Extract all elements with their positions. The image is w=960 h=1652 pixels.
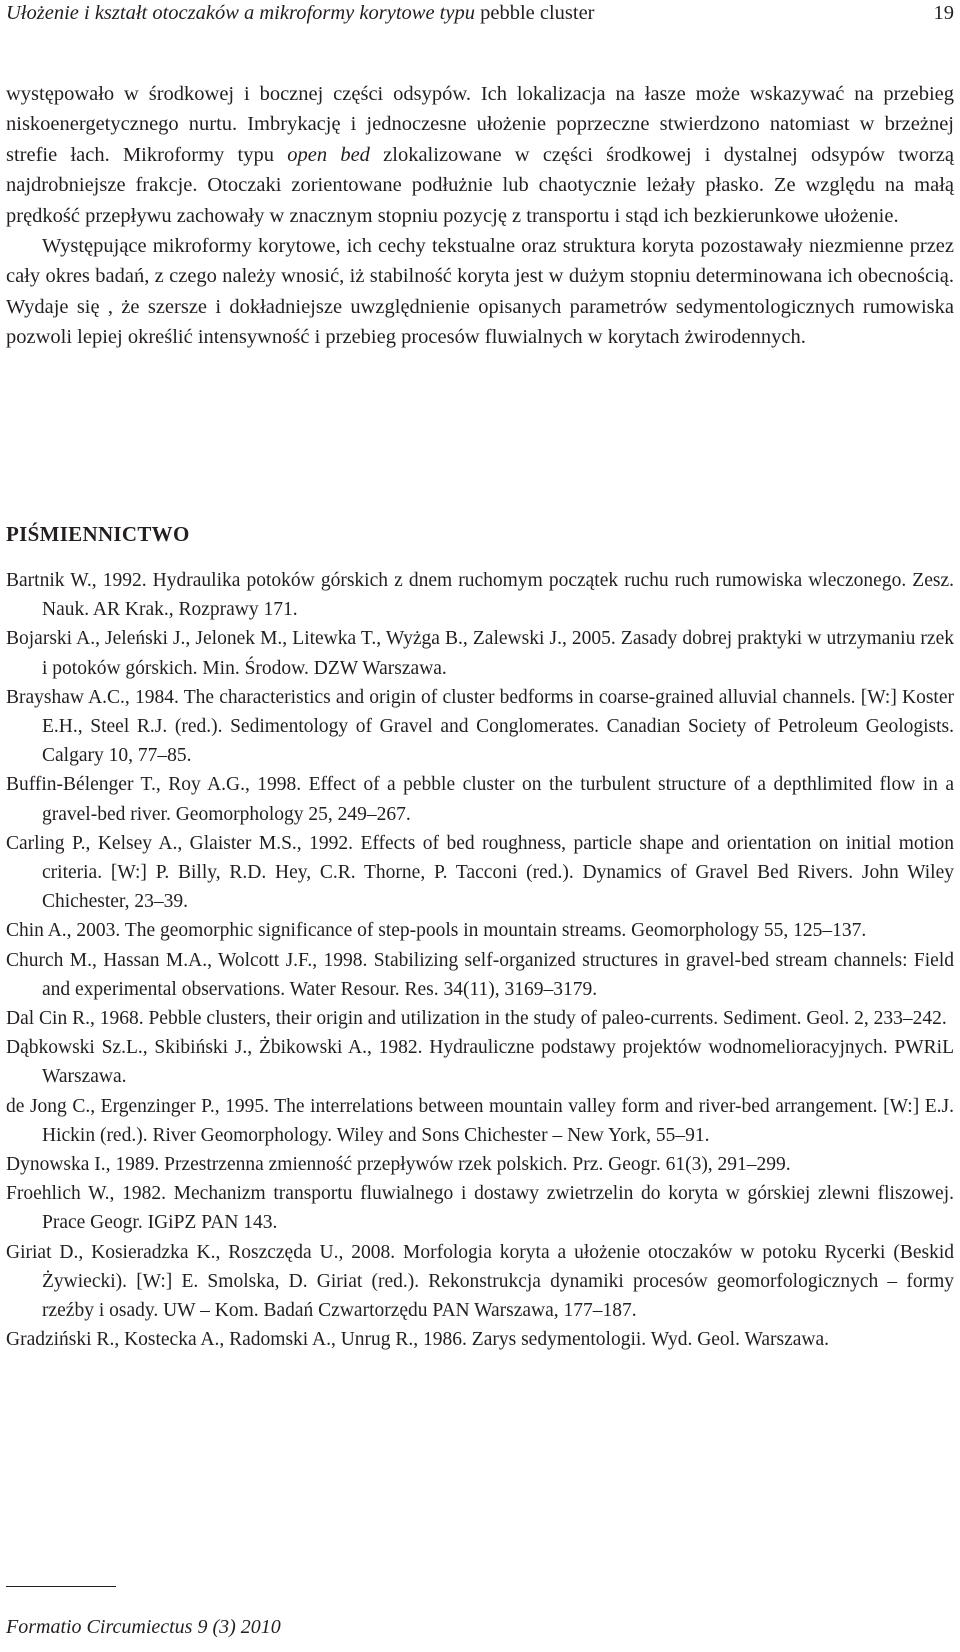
reference-item: Carling P., Kelsey A., Glaister M.S., 1992. Effects of bed roughness, particle shape and orientation on initial motion criteria. [W:] P. Billy, R.D. Hey, C.R. Thorne, P. Tacconi (red.). Dynamics of Gravel Bed Rivers. John Wiley Chichester, 23–39.: [6, 832, 954, 913]
body-text: [6, 79, 954, 353]
reference-item: Brayshaw A.C., 1984. The characteristics and origin of cluster bedforms in coarse-grained alluvial channels. [W:] Koster E.H., Steel R.J. (red.). Sedimentology of Gravel and Conglomerates. Canadian Society of Petroleum Geologists. Calgary 10, 77–85.: [6, 686, 954, 767]
paragraph-1: [6, 79, 954, 231]
reference-item: Bartnik W., 1992. Hydraulika potoków górskich z dnem ruchomym początek ruchu ruch rumowiska wleczonego. Zesz. Nauk. AR Krak., Rozprawy 171.: [6, 570, 954, 621]
paragraph-1-part-1: występowało w środkowej i bocznej części odsypów. Ich lokalizacja na łasze może wskazywać na przebieg niskoenergetycznego nurtu. Imbrykację i jednoczesne ułożenie poprzeczne stwierdzono natomiast w brzeżnej strefie łach. Mikroformy typu: [6, 83, 954, 166]
references-heading: PIŚMIENNICTWO: [6, 522, 190, 546]
running-title-text: Ułożenie i kształt otoczaków a mikroformy korytowe typu: [6, 2, 475, 24]
paragraph-1-italic-term: open bed: [287, 143, 370, 166]
reference-item: Buffin-Bélenger T., Roy A.G., 1998. Effect of a pebble cluster on the turbulent structure of a depthlimited flow in a gravel-bed river. Geomorphology 25, 249–267.: [6, 774, 954, 825]
paragraph-2: Występujące mikroformy korytowe, ich cechy tekstualne oraz struktura koryta pozostawały niezmienne przez cały okres badań, z czego należy wnosić, iż stabilność koryta jest w dużym stopniu determinowana ich obecnością. Wydaje się , że szersze i dokładniejsze uwzględnienie opisanych parametrów sedymentologicznych rumowiska pozwoli lepiej określić intensywność i przebieg procesów fluwialnych w korytach żwirodennych.: [6, 235, 954, 349]
running-title: [6, 2, 595, 24]
page-number: 19: [933, 2, 954, 24]
reference-item: Dynowska I., 1989. Przestrzenna zmienność przepływów rzek polskich. Prz. Geogr. 61(3), 291–299.: [6, 1154, 791, 1176]
reference-item: Giriat D., Kosieradzka K., Roszczęda U., 2008. Morfologia koryta a ułożenie otoczaków w potoku Rycerki (Beskid Żywiecki). [W:] E. Smolska, D. Giriat (red.). Rekonstrukcja dynamiki procesów geomorfologicznych – formy rzeźby i osady. UW – Kom. Badań Czwartorzędu PAN Warszawa, 177–187.: [6, 1241, 954, 1322]
reference-item: Church M., Hassan M.A., Wolcott J.F., 1998. Stabilizing self-organized structures in gravel-bed stream channels: Field and experimental observations. Water Resour. Res. 34(11), 3169–3179.: [6, 949, 954, 1000]
reference-list: [6, 566, 954, 1354]
paragraph-1-part-2: zlokalizowane w części środkowej i dystalnej odsypów tworzą najdrobniejsze frakcje. Otoczaki zorientowane podłużnie lub chaotycznie leżały płasko. Ze względu na małą prędkość przepływu zachowały w znacznym stopniu pozycję z transportu i stąd ich bezkierunkowe ułożenie.: [6, 143, 954, 227]
reference-item: de Jong C., Ergenzinger P., 1995. The interrelations between mountain valley form and river-bed arrangement. [W:] E.J. Hickin (red.). River Geomorphology. Wiley and Sons Chichester – New York, 55–91.: [6, 1095, 954, 1146]
reference-item: Bojarski A., Jeleński J., Jelonek M., Litewka T., Wyżga B., Zalewski J., 2005. Zasady dobrej praktyki w utrzymaniu rzek i potoków górskich. Min. Środow. DZW Warszawa.: [6, 628, 954, 679]
running-footer: Formatio Circumiectus 9 (3) 2010: [6, 1616, 281, 1638]
reference-item: Dal Cin R., 1968. Pebble clusters, their origin and utilization in the study of paleo-currents. Sediment. Geol. 2, 233–242.: [6, 1008, 947, 1030]
reference-item: Dąbkowski Sz.L., Skibiński J., Żbikowski A., 1982. Hydrauliczne podstawy projektów wodnomelioracyjnych. PWRiL Warszawa.: [6, 1037, 954, 1088]
reference-item: Gradziński R., Kostecka A., Radomski A., Unrug R., 1986. Zarys sedymentologii. Wyd. Geol. Warszawa.: [6, 1329, 829, 1351]
reference-item: Froehlich W., 1982. Mechanizm transportu fluwialnego i dostawy zwietrzelin do koryta w górskiej zlewni fliszowej. Prace Geogr. IGiPZ PAN 143.: [6, 1183, 954, 1234]
running-header: [6, 0, 954, 28]
footer-divider: [6, 1586, 116, 1587]
reference-item: Chin A., 2003. The geomorphic significance of step-pools in mountain streams. Geomorphology 55, 125–137.: [6, 920, 867, 942]
running-title-suffix: pebble cluster: [480, 2, 595, 24]
